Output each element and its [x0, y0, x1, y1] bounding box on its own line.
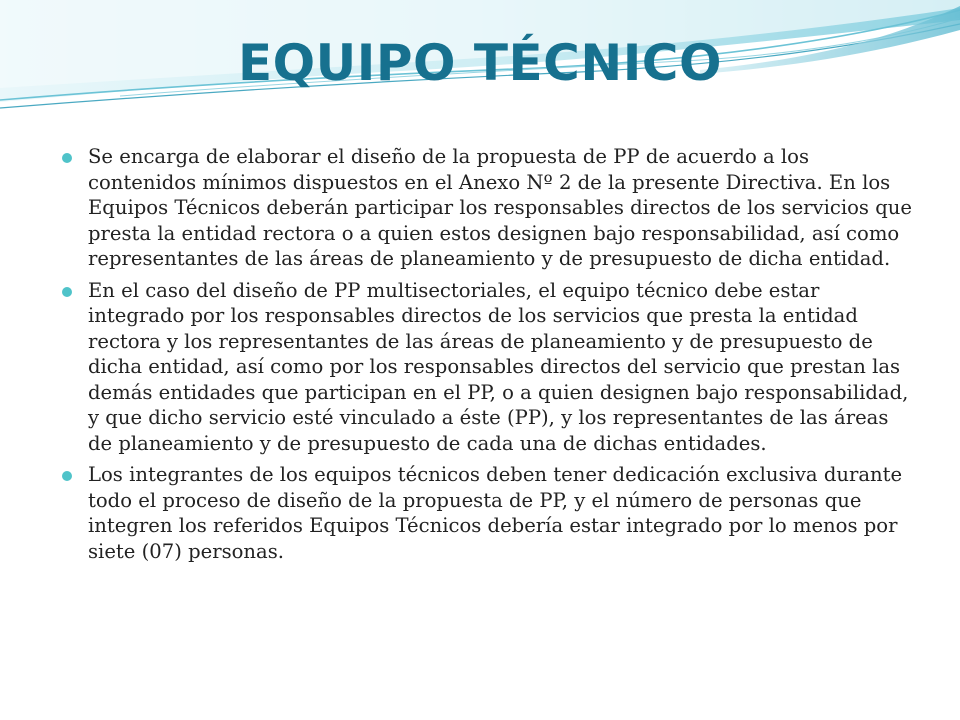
bullet-text: En el caso del diseño de PP multisectoriales, el equipo técnico debe estar integrado por los responsables directos de los servicios que presta la entidad rectora y los representantes de las áreas de planeamiento y de presupuesto de dicha entidad, así como por los responsables directos del servicio que prestan las demás entidades que participan en el PP, o a quien designen bajo responsabilidad, y que dicho servicio esté vinculado a éste (PP), y los representantes de las áreas de planeamiento y de presupuesto de cada una de dichas entidades. — [88, 278, 909, 455]
bullet-icon — [62, 287, 72, 297]
slide-title: EQUIPO TÉCNICO — [237, 34, 723, 92]
bullet-icon — [62, 471, 72, 481]
bullet-icon — [62, 153, 72, 163]
bullet-item — [62, 278, 914, 457]
bullet-item — [62, 462, 914, 564]
bullet-item — [62, 144, 914, 272]
bullet-text: Los integrantes de los equipos técnicos deben tener dedicación exclusiva durante todo el proceso de diseño de la propuesta de PP, y el número de personas que integren los referidos Equipos Técnicos debería estar integrado por lo menos por siete (07) personas. — [88, 463, 903, 563]
bullet-text: Se encarga de elaborar el diseño de la propuesta de PP de acuerdo a los contenidos mínimos dispuestos en el Anexo Nº 2 de la presente Directiva. En los Equipos Técnicos deberán participar los responsables directos de los servicios que presta la entidad rectora o a quien estos designen bajo responsabilidad, así como representantes de las áreas de planeamiento y de presupuesto de dicha entidad. — [88, 145, 912, 270]
bullet-list — [62, 144, 914, 570]
